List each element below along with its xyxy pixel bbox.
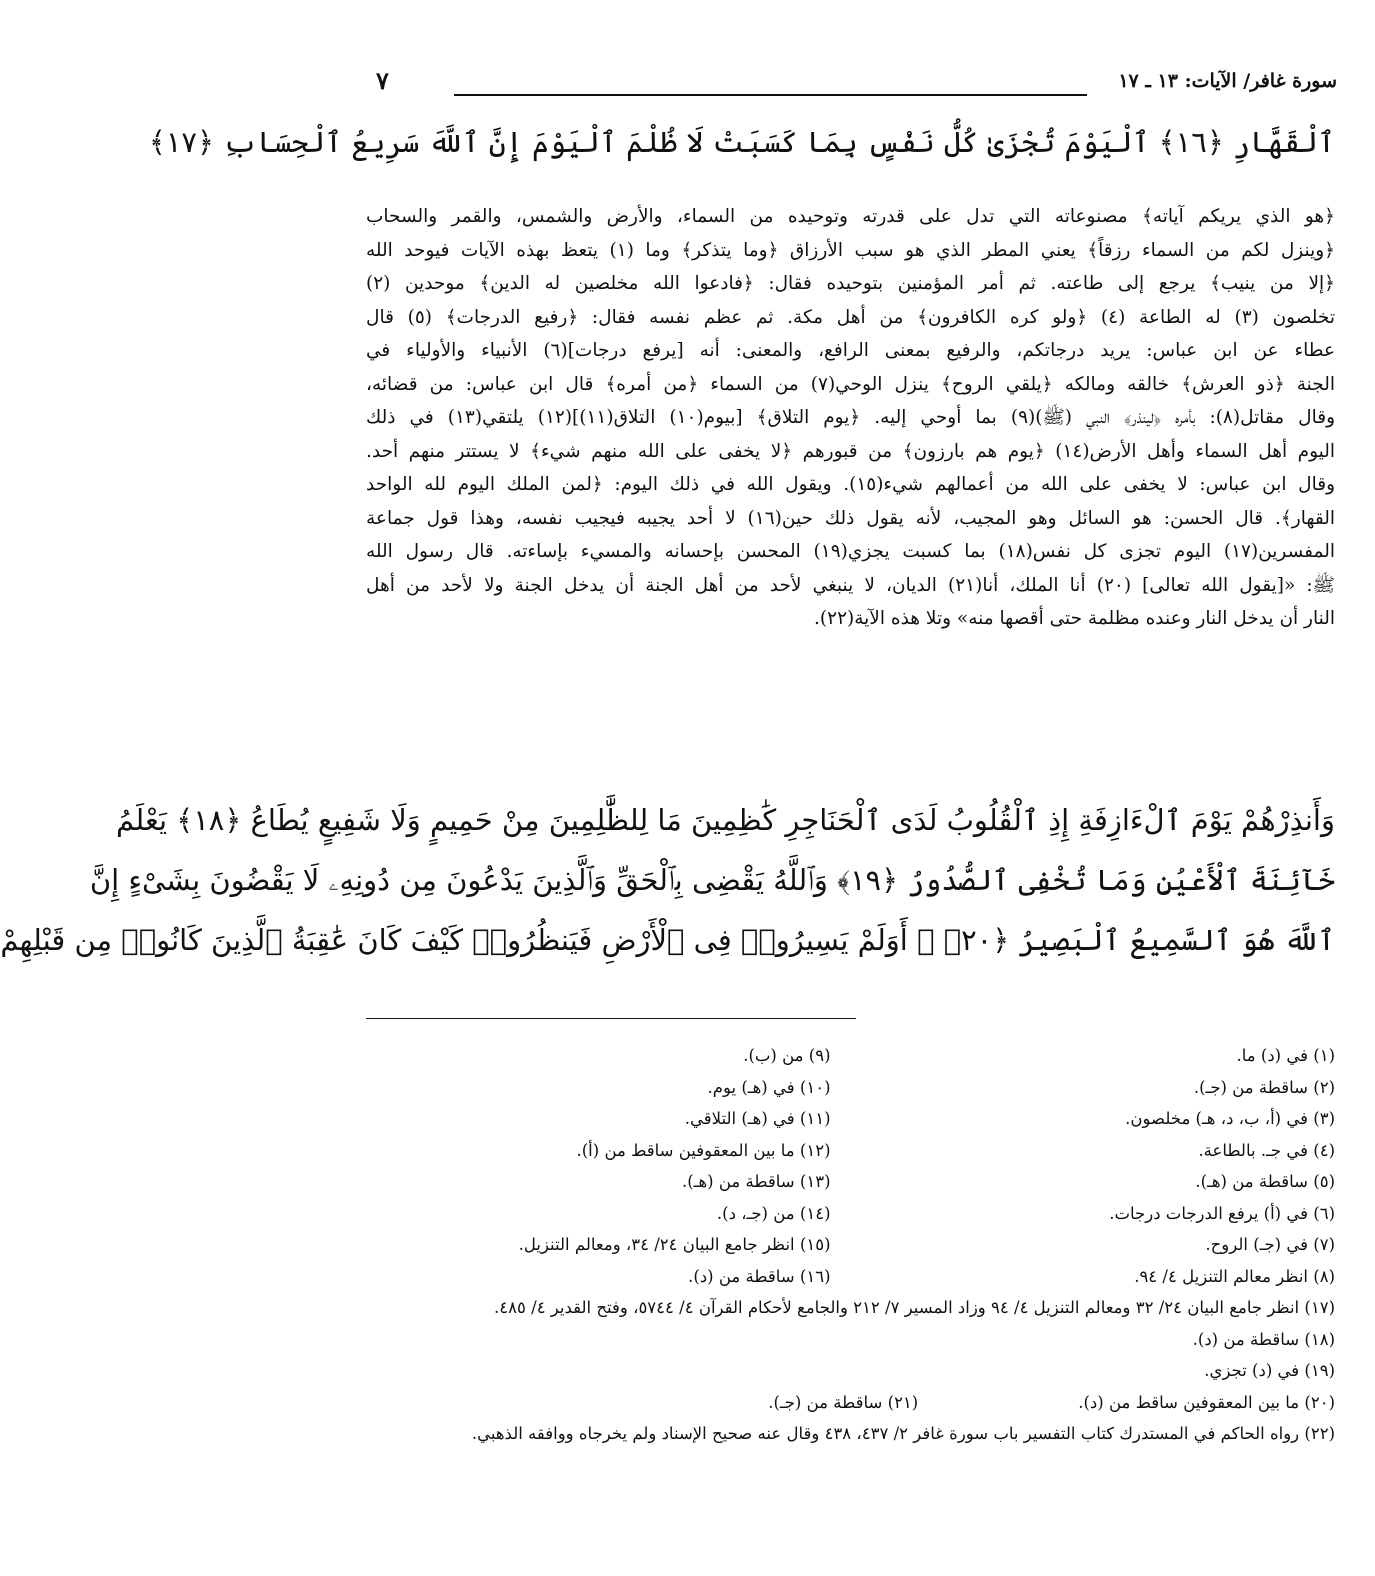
page-header	[364, 66, 1337, 106]
footnote: (١٢) ما بين المعقوفين ساقط من (أ).	[576, 1140, 831, 1160]
footnote: (٣) في (أ، ب، د، هـ) مخلصون.	[1125, 1109, 1335, 1128]
footnotes-column-left	[366, 1040, 841, 1292]
footnote: (١٣) ساقطة من (هـ).	[681, 1172, 831, 1191]
surah-info: سورة غافر/ الآيات: ١٣ ـ ١٧	[1118, 70, 1337, 92]
footnote: (٥) ساقطة من (هـ).	[1195, 1172, 1335, 1191]
footnote: (٢) ساقطة من (جـ).	[1193, 1077, 1335, 1097]
commentary-line: وقال ابن عباس: لا يخفى على الله من أعمالهم شيء(١٥). ويقول الله في ذلك اليوم: ﴿لمن الملك اليوم لله الواحد	[366, 474, 1336, 495]
commentary-line: ﴿هو الذي يريكم آياته﴾ مصنوعاته التي تدل على قدرته وتوحيده من السماء، والأرض والشمس، والقمر والسحاب	[366, 206, 1335, 227]
quran-line: خَآئِنَةَ ٱلْأَعْيُنِ وَمَا تُخْفِى ٱلصُّدُورُ ﴿١٩﴾ وَٱللَّهُ يَقْضِى بِٱلْحَقِّ وَٱلَّذِينَ يَدْعُونَ مِن دُونِهِۦ لَا يَقْضُونَ بِشَىْءٍ إِنَّ	[89, 863, 1335, 897]
commentary-line: ﷺ: «[يقول الله تعالى] (٢٠) أنا الملك، أنا(٢١) الديان، لا ينبغي لأحد من أهل الجنة أن يدخل الجنة ولا لأحد من أهل	[366, 574, 1335, 596]
footnotes	[366, 1040, 1335, 1450]
footnote: (١٦) ساقطة من (د).	[688, 1266, 831, 1286]
footnotes-full-width	[366, 1292, 1335, 1450]
footnote: (٩) من (ب).	[743, 1046, 831, 1065]
commentary-line: وقال مقاتل(٨): بأمره ﴿لينذر﴾ النبي (ﷺ)(٩) بما أوحي إليه. ﴿يوم التلاق﴾ [بيوم(١٠) التلاق(١١)](١٢) يلتقي(١٣) في ذلك	[366, 407, 1336, 428]
footnote: (١٨) ساقطة من (د).	[1192, 1329, 1335, 1349]
commentary-line: ﴿وينزل لكم من السماء رزقاً﴾ يعني المطر الذي هو سبب الأرزاق ﴿وما يتذكر﴾ وما (١) يتعظ بهذه الآيات فيوحد الله	[366, 239, 1336, 261]
commentary-line: عطاء عن ابن عباس: يريد درجاتكم، والرفيع بمعنى الرافع، والمعنى: أنه [يرفع درجات](٦) الأنبياء والأولياء في	[366, 340, 1335, 361]
footnote: (١٥) انظر جامع البيان ٢٤/ ٣٤، ومعالم التنزيل.	[518, 1235, 831, 1254]
footnote: (٢١) ساقطة من (جـ).	[768, 1392, 919, 1412]
footnote: (١٩) في (د) تجزي.	[1204, 1361, 1335, 1380]
commentary-line: الجنة ﴿ذو العرش﴾ خالقه ومالكه ﴿يلقي الروح﴾ ينزل الوحي(٧) من السماء ﴿من أمره﴾ قال ابن عباس: من قضائه،	[366, 373, 1335, 395]
commentary-line: تخلصون (٣) له الطاعة (٤) ﴿ولو كره الكافرون﴾ من أهل مكة. ثم عظم نفسه فقال: ﴿رفيع الدرجات﴾ (٥) قال	[366, 306, 1335, 328]
footnote: (١٤) من (جـ، د).	[716, 1203, 831, 1223]
footnote: (١١) في (هـ) التلاقي.	[684, 1109, 831, 1128]
footnote: (١٧) انظر جامع البيان ٢٤/ ٣٢ ومعالم التنزيل ٤/ ٩٤ وزاد المسير ٧/ ٢١٢ والجامع لأحكام القرآن ٤/ ٥٧٤٤، وفتح القدير ٤/ ٤٨٥.	[494, 1298, 1335, 1317]
commentary-line: المفسرين(١٧) اليوم تجزى كل نفس(١٨) بما كسبت يجزي(١٩) المحسن بإحسانه والمسيء بإساءته. قال رسول الله	[366, 541, 1335, 562]
commentary-line: اليوم أهل السماء وأهل الأرض(١٤) ﴿يوم هم بارزون﴾ من قبورهم ﴿لا يخفى على الله منهم شيء﴾ لا يستتر منهم أحد.	[366, 440, 1335, 462]
footnote: (٦) في (أ) يرفع الدرجات درجات.	[1109, 1203, 1335, 1223]
quran-line: وَأَنذِرْهُمْ يَوْمَ ٱلْءَازِفَةِ إِذِ ٱلْقُلُوبُ لَدَى ٱلْحَنَاجِرِ كَٰظِمِينَ مَا لِلظَّٰلِمِينَ مِنْ حَمِيمٍ وَلَا شَفِيعٍ يُطَاعُ ﴿١٨﴾ يَعْلَمُ	[116, 803, 1335, 837]
quran-line: ٱلْقَهَّارِ ﴿١٦﴾ ٱلْيَوْمَ تُجْزَىٰ كُلُّ نَفْسٍ بِمَا كَسَبَتْ لَا ظُلْمَ ٱلْيَوْمَ إِنَّ ٱللَّهَ سَرِيعُ ٱلْحِسَابِ ﴿١٧﴾	[148, 125, 1335, 159]
quran-verse-top	[148, 112, 1335, 172]
footnote-pair	[366, 1387, 1335, 1419]
commentary-line: النار أن يدخل النار وعنده مظلمة حتى أقصها منه» وتلا هذه الآية(٢٢).	[814, 608, 1335, 629]
footnote: (٨) انظر معالم التنزيل ٤/ ٩٤.	[1134, 1266, 1335, 1286]
footnote: (١) في (د) ما.	[1236, 1046, 1335, 1065]
footnotes-column-right	[861, 1040, 1336, 1292]
footnote: (٤) في جـ. بالطاعة.	[1198, 1140, 1335, 1160]
header-rule	[454, 94, 1087, 96]
quran-verses-bottom	[0, 790, 1335, 970]
tafsir-commentary	[366, 200, 1335, 636]
footnote: (٢٢) رواه الحاكم في المستدرك كتاب التفسير باب سورة غافر ٢/ ٤٣٧، ٤٣٨ وقال عنه صحيح الإسناد ولم يخرجاه ووافقه الذهبي.	[471, 1424, 1335, 1443]
commentary-line: ﴿إلا من ينيب﴾ يرجع إلى طاعته. ثم أمر المؤمنين بتوحيده فقال: ﴿فادعوا الله مخلصين له الدين﴾ موحدين (٢)	[366, 273, 1335, 294]
footnote: (٧) في (جـ) الروح.	[1205, 1235, 1335, 1254]
commentary-line: القهار﴾. قال الحسن: هو السائل وهو المجيب، لأنه يقول ذلك حين(١٦) لا أحد يجيبه فيجيب نفسه، وهذا قول جماعة	[366, 507, 1335, 529]
footnote: (٢٠) ما بين المعقوفين ساقط من (د).	[1078, 1392, 1335, 1412]
quran-line: ٱللَّهَ هُوَ ٱلسَّمِيعُ ٱلْبَصِيرُ ﴿٢٠﴾ ۞ أَوَلَمْ يَسِيرُوا۟ فِى ٱلْأَرْضِ فَيَنظُرُوا۟ كَيْفَ كَانَ عَٰقِبَةُ ٱلَّذِينَ كَانُوا۟ مِن قَبْلِهِمْ	[0, 923, 1335, 957]
page-number: ٧	[376, 66, 389, 95]
footnote: (١٠) في (هـ) يوم.	[707, 1077, 831, 1097]
footnote-separator	[366, 1018, 856, 1019]
